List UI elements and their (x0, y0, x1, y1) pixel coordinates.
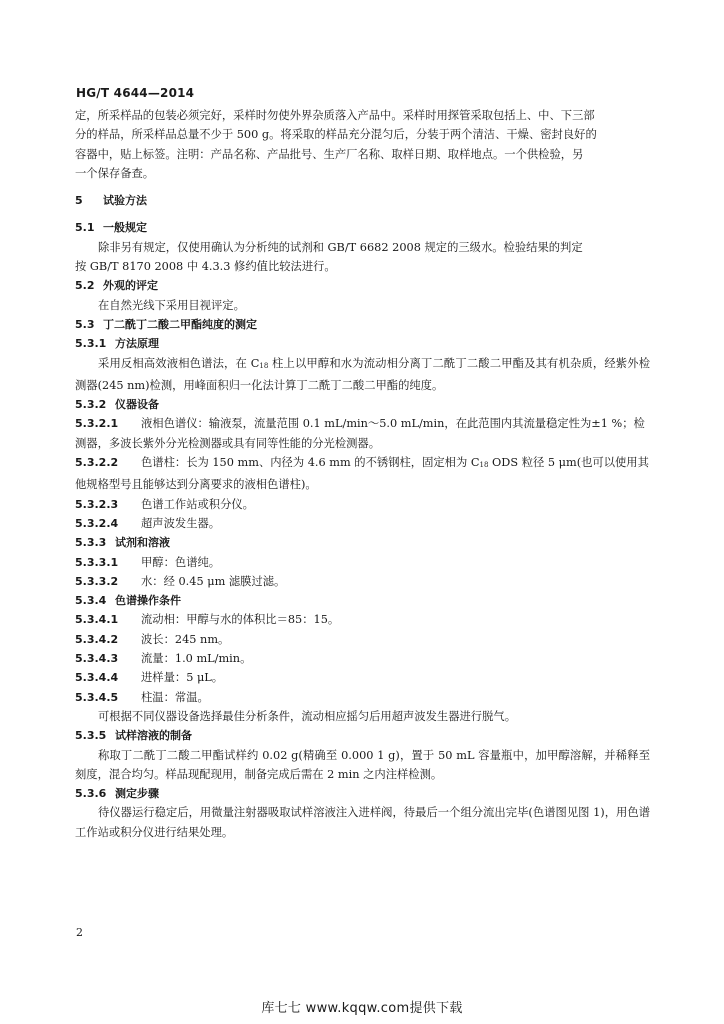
list-item: 5.3.4.1 流动相：甲醇与水的体积比＝85：15。 (75, 613, 340, 627)
section-5-3-4-heading: 5.3.4 色谱操作条件 (75, 594, 181, 608)
list-item: 5.3.2.4 超声波发生器。 (75, 516, 221, 530)
section-5-3-2-heading: 5.3.2 仪器设备 (75, 398, 159, 412)
intro-line: 容器中，贴上标签。注明：产品名称、产品批号、生产厂名称、取样日期、取样地点。一个供检验，另 (75, 147, 584, 161)
list-item: 5.3.3.1 甲醇：色谱纯。 (75, 555, 221, 569)
download-footer: 库七七 www.kqqw.com提供下载 (261, 1001, 463, 1016)
section-5-3-1-heading: 5.3.1 方法原理 (75, 337, 159, 351)
intro-line: 定，所采样品的包装必须完好，采样时勿使外界杂质落入产品中。采样时用探管采取包括上、中、下三部 (75, 109, 595, 122)
section-5-1-line: 除非另有规定，仅使用确认为分析纯的试剂和 GB/T 6682 2008 规定的三级水。检验结果的判定 (98, 240, 583, 254)
list-item: 5.3.3.2 水：经 0.45 μm 滤膜过滤。 (75, 574, 286, 588)
section-5-2-heading: 5.2 外观的评定 (75, 279, 158, 293)
section-5-3-3-heading: 5.3.3 试剂和溶液 (75, 536, 170, 550)
intro-paragraph (75, 106, 650, 183)
section-5-heading: 5 试验方法 (75, 194, 147, 208)
intro-line: 分的样品，所采样品总量不少于 500 g。将采取的样品充分混匀后，分装于两个清洁、干燥、密封良好的 (75, 128, 597, 142)
list-item: 5.3.4.3 流量：1.0 mL/min。 (75, 652, 252, 666)
section-5-3-6-heading: 5.3.6 测定步骤 (75, 787, 159, 801)
section-5-3-heading: 5.3 丁二酰丁二酸二甲酯纯度的测定 (75, 317, 257, 331)
section-5-3-4-note: 可根据不同仪器设备选择最佳分析条件，流动相应摇匀后用超声波发生器进行脱气。 (98, 709, 516, 723)
list-item: 5.3.2.2 色谱柱：长为 150 mm、内径为 4.6 mm 的不锈钢柱，固定相为 $C_{18}$ ODS 粒径 5 μm(也可以使用其他规格型号且能够达到分离要求的液相色谱柱)。 (75, 456, 649, 492)
section-5-3-1-text: 采用反相高效液相色谱法，在 $C_{18}$ 柱上以甲醇和水为流动相分离丁二酰丁二酸二甲酯及其有机杂质，经紫外检测器(245 nm)检测，用峰面积归一化法计算丁二酰丁二酸二甲酯的纯度。 (75, 356, 650, 392)
list-item: 5.3.2.1 液相色谱仪：输液泵，流量范围 0.1 mL/min～5.0 mL/min，在此范围内其流量稳定性为±1 %；检测器，多波长紫外分光检测器或具有同等性能的分光检测器。 (75, 417, 645, 450)
standard-code: HG/T 4644—2014 (76, 86, 195, 100)
list-item: 5.3.4.4 进样量：5 μL。 (75, 671, 224, 685)
section-5-1-line: 按 GB/T 8170 2008 中 4.3.3 修约值比较法进行。 (75, 260, 336, 274)
section-5-3-5-heading: 5.3.5 试样溶液的制备 (75, 729, 192, 743)
intro-line: 一个保存备查。 (75, 166, 155, 180)
list-item: 5.3.4.2 波长：245 nm。 (75, 632, 230, 646)
section-5-2-text: 在自然光线下采用目视评定。 (98, 298, 245, 312)
page-number: 2 (76, 926, 83, 939)
section-5-3-5-text: 称取丁二酰丁二酸二甲酯试样约 0.02 g(精确至 0.000 1 g)，置于 50 mL 容量瓶中，加甲醇溶解，并稀释至刻度，混合均匀。样品现配现用，制备完成后需在 2 min 之内注样检测。 (75, 748, 650, 781)
list-item: 5.3.4.5 柱温：常温。 (75, 690, 209, 704)
section-5-3-6-text: 待仪器运行稳定后，用微量注射器吸取试样溶液注入进样阀，待最后一个组分流出完毕(色谱图见图 1)，用色谱工作站或积分仪进行结果处理。 (75, 806, 650, 839)
section-5-1-heading: 5.1 一般规定 (75, 221, 147, 235)
list-item: 5.3.2.3 色谱工作站或积分仪。 (75, 497, 254, 511)
page-content (75, 106, 650, 842)
